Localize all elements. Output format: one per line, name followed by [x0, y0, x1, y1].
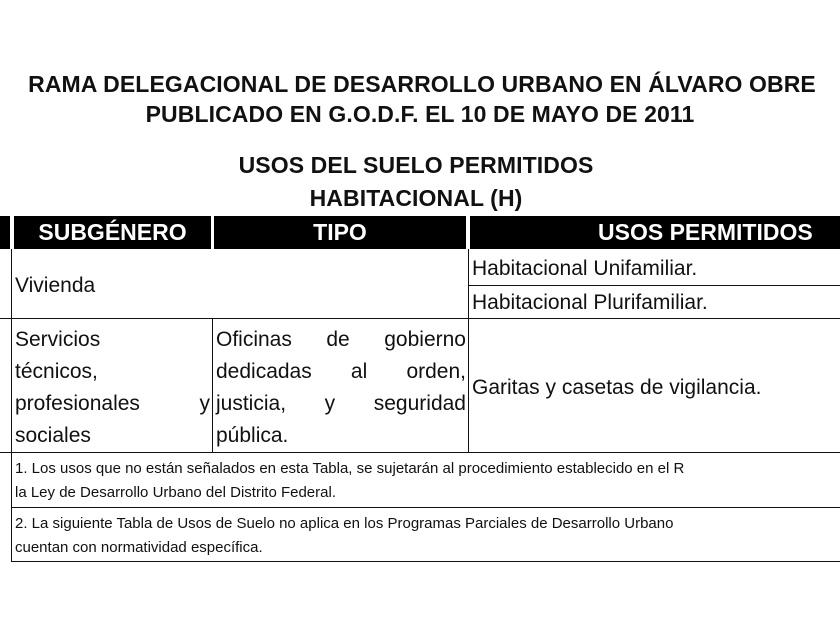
- word: de: [326, 328, 350, 351]
- note-line: cuentan con normatividad específica.: [15, 539, 263, 556]
- cell-tipo-line: [216, 388, 466, 420]
- cell-subgenero-line: [15, 388, 210, 420]
- header-cell-previous: [0, 216, 10, 249]
- note-line: 1. Los usos que no están señalados en esta Tabla, se sujetarán al procedimiento establecido en el R: [15, 460, 685, 477]
- word: dedicadas: [216, 360, 312, 383]
- cell-tipo-line: [216, 356, 466, 388]
- row-divider-2: [0, 452, 840, 453]
- cell-tipo-line: [216, 324, 466, 356]
- section-title: USOS DEL SUELO PERMITIDOS: [238, 152, 594, 178]
- table-border-subgenero-tipo: [212, 318, 213, 452]
- table-border-tipo-usos: [468, 249, 469, 452]
- header-subgenero: SUBGÉNERO: [14, 216, 211, 249]
- word: profesionales: [15, 392, 140, 415]
- row-divider-usos: [468, 285, 840, 286]
- row-divider-3: [11, 507, 840, 508]
- document-title: RAMA DELEGACIONAL DE DESARROLLO URBANO EN ÁLVARO OBRE: [28, 71, 816, 97]
- publication-line: PUBLICADO EN G.O.D.F. EL 10 DE MAYO DE 2011: [145, 101, 695, 127]
- cell-subgenero-line: Servicios: [15, 328, 101, 351]
- cell-subgenero-line: técnicos,: [15, 360, 98, 383]
- word: Oficinas: [216, 328, 292, 351]
- cell-uso-permitido: Habitacional Unifamiliar.: [472, 257, 698, 280]
- word: orden,: [406, 360, 466, 383]
- word: seguridad: [373, 392, 466, 415]
- word: al: [350, 360, 368, 383]
- table-border-bottom: [11, 561, 840, 562]
- note-line: la Ley de Desarrollo Urbano del Distrito Federal.: [15, 484, 336, 501]
- header-usos-permitidos: USOS PERMITIDOS: [470, 216, 840, 249]
- row-divider-1: [0, 318, 840, 319]
- word: y: [324, 392, 336, 415]
- table-border-left: [11, 249, 12, 561]
- word: y: [199, 392, 210, 415]
- cell-uso-permitido: Garitas y casetas de vigilancia.: [472, 376, 762, 399]
- cell-subgenero: Vivienda: [15, 274, 96, 297]
- header-tipo: TIPO: [214, 216, 466, 249]
- cell-tipo-line: pública.: [216, 424, 289, 447]
- word: justicia,: [216, 392, 287, 415]
- cell-uso-permitido: Habitacional Plurifamiliar.: [472, 291, 708, 314]
- section-subtitle: HABITACIONAL (H): [309, 185, 523, 211]
- word: gobierno: [384, 328, 466, 351]
- note-line: 2. La siguiente Tabla de Usos de Suelo no aplica en los Programas Parciales de Desarrollo Urbano: [15, 515, 674, 532]
- cell-subgenero-line: sociales: [15, 424, 91, 447]
